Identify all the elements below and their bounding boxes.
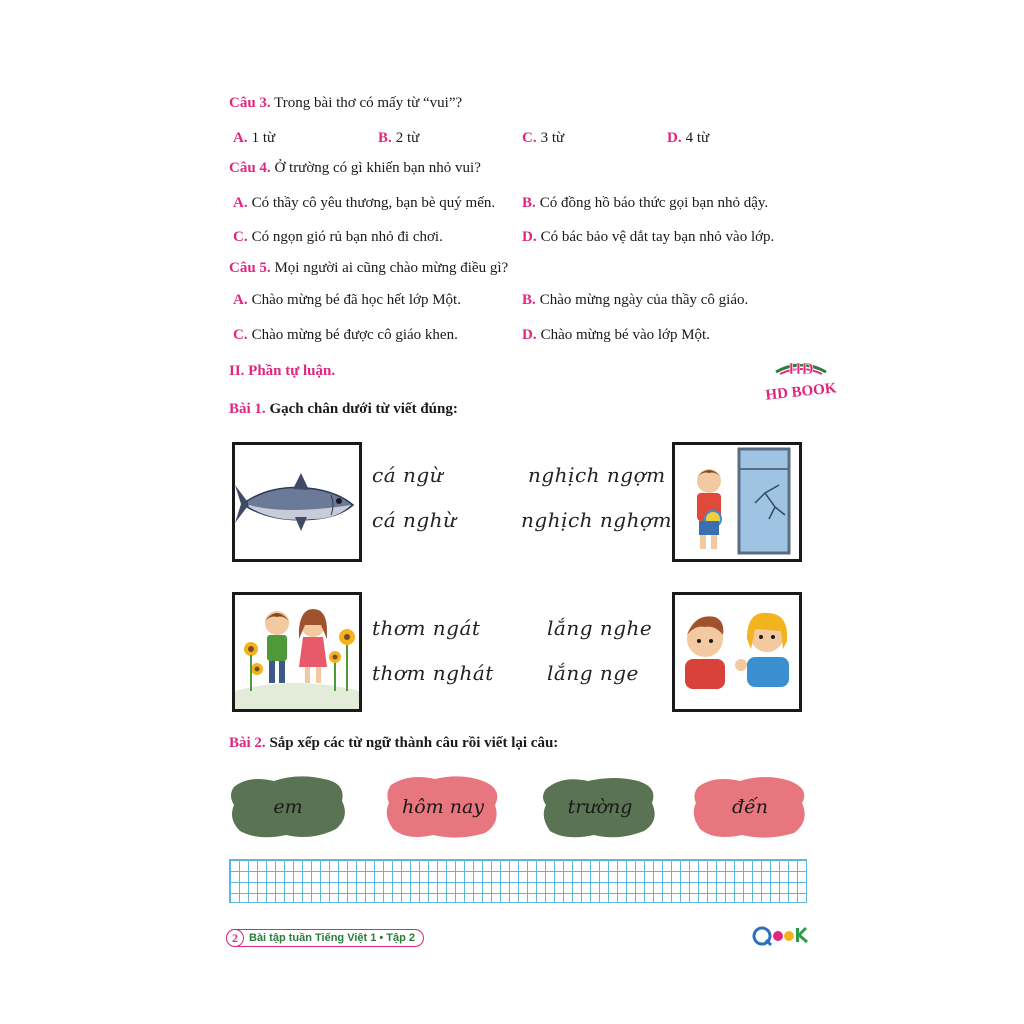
option-letter: A. <box>233 292 248 308</box>
word-card-den[interactable] <box>690 773 810 841</box>
option-a[interactable] <box>233 195 495 212</box>
option-letter: B. <box>378 130 392 146</box>
option-d[interactable] <box>667 130 709 147</box>
word-option[interactable]: thơm nghát <box>372 661 494 685</box>
writing-grid[interactable] <box>229 859 807 903</box>
kids-sunflowers-picture <box>232 592 362 712</box>
question-text: Ở trường có gì khiến bạn nhỏ vui? <box>274 160 481 176</box>
option-text: Có đồng hồ báo thức gọi bạn nhỏ dậy. <box>539 195 769 211</box>
option-text: Có bác bảo vệ dắt tay bạn nhỏ vào lớp. <box>540 229 775 245</box>
kids-talking-picture <box>672 592 802 712</box>
option-text: Chào mừng bé đã học hết lớp Một. <box>251 292 461 308</box>
exercise-text: Sắp xếp các từ ngữ thành câu rồi viết lại câu: <box>269 735 559 751</box>
word-option[interactable]: cá ngừ <box>372 463 444 487</box>
option-c[interactable] <box>522 130 564 147</box>
option-a[interactable] <box>233 292 461 309</box>
option-letter: C. <box>233 229 248 245</box>
option-c[interactable] <box>233 327 458 344</box>
word-card-truong[interactable] <box>540 773 660 841</box>
exercise-label: Bài 2. <box>229 735 266 751</box>
option-letter: B. <box>522 195 536 211</box>
exercise-label: Bài 1. <box>229 401 266 417</box>
boy-broken-window-picture <box>672 442 802 562</box>
option-letter: C. <box>233 327 248 343</box>
word-card-hom-nay[interactable] <box>383 773 503 841</box>
word-card-text: hôm nay <box>401 796 485 818</box>
hd-book-logo <box>758 352 844 408</box>
word-option[interactable]: nghịch ngợm <box>528 463 666 487</box>
option-b[interactable] <box>522 195 768 212</box>
option-text: Có thầy cô yêu thương, bạn bè quý mến. <box>251 195 496 211</box>
option-b[interactable] <box>378 130 419 147</box>
option-letter: D. <box>667 130 682 146</box>
word-option[interactable]: thơm ngát <box>372 616 481 640</box>
exercise-text: Gạch chân dưới từ viết đúng: <box>269 401 458 417</box>
option-letter: D. <box>522 229 537 245</box>
exercise-1-title <box>229 401 458 418</box>
option-text: Chào mừng ngày của thầy cô giáo. <box>539 292 749 308</box>
word-option[interactable]: lắng nge <box>547 661 639 685</box>
logo-top: HD <box>788 359 814 378</box>
tuna-fish-picture <box>232 442 362 562</box>
word-card-text: em <box>273 796 303 818</box>
option-text: 2 từ <box>395 130 420 146</box>
word-card-text: trường <box>567 796 633 818</box>
question-label: Câu 5. <box>229 260 271 276</box>
question-label: Câu 4. <box>229 160 271 176</box>
logo-bottom: HD BOOK <box>764 380 838 404</box>
word-option[interactable]: lắng nghe <box>547 616 653 640</box>
option-text: Chào mừng bé được cô giáo khen. <box>251 327 458 343</box>
option-b[interactable] <box>522 292 748 309</box>
option-letter: C. <box>522 130 537 146</box>
question-label: Câu 3. <box>229 95 271 111</box>
option-letter: B. <box>522 292 536 308</box>
question-3 <box>229 95 462 112</box>
option-letter: A. <box>233 195 248 211</box>
option-a[interactable] <box>233 130 275 147</box>
question-4 <box>229 160 481 177</box>
option-d[interactable] <box>522 327 710 344</box>
option-c[interactable] <box>233 229 443 246</box>
option-text: 1 từ <box>251 130 276 146</box>
word-card-em[interactable] <box>228 773 348 841</box>
option-d[interactable] <box>522 229 774 246</box>
brand-logo <box>752 922 810 948</box>
option-letter: D. <box>522 327 537 343</box>
question-text: Mọi người ai cũng chào mừng điều gì? <box>274 260 509 276</box>
option-text: 3 từ <box>540 130 565 146</box>
option-letter: A. <box>233 130 248 146</box>
section-title: II. Phần tự luận. <box>229 363 336 379</box>
page-number: 2 <box>226 929 244 947</box>
option-text: Có ngọn gió rủ bạn nhỏ đi chơi. <box>251 229 443 245</box>
exercise-2-title <box>229 735 558 752</box>
question-5 <box>229 260 508 277</box>
word-option[interactable]: nghịch nghợm <box>521 508 672 532</box>
option-text: 4 từ <box>685 130 710 146</box>
word-card-text: đến <box>731 796 769 818</box>
question-text: Trong bài thơ có mấy từ “vui”? <box>274 95 463 111</box>
word-option[interactable]: cá nghừ <box>372 508 457 532</box>
option-text: Chào mừng bé vào lớp Một. <box>540 327 710 343</box>
footer-title-text: Bài tập tuần Tiếng Việt 1 • Tập 2 <box>249 932 416 944</box>
footer-book-title <box>226 929 424 947</box>
